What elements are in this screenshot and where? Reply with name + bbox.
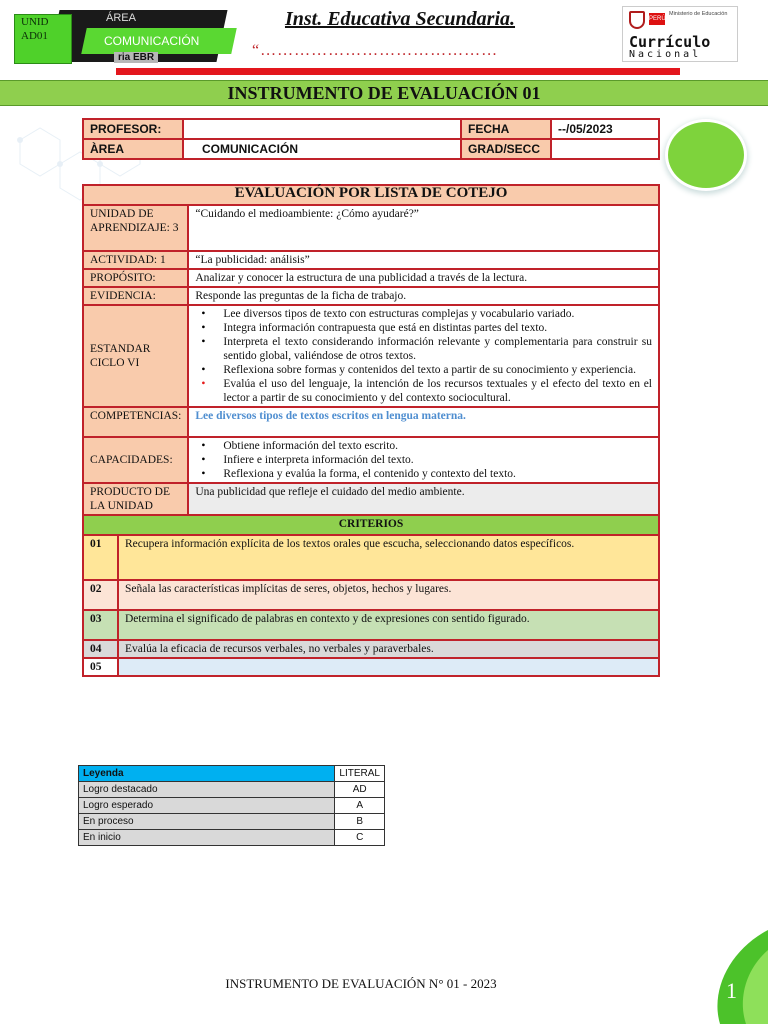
table-row (79, 814, 385, 830)
grad-value[interactable] (551, 139, 659, 159)
tag-level: ria EBR (114, 52, 158, 63)
competencias-value: Lee diversos tipos de textos escritos en lengua materna. (188, 407, 659, 437)
estandar-list (195, 307, 652, 405)
footer-text: INSTRUMENTO DE EVALUACIÓN N° 01 - 2023 (225, 976, 497, 991)
producto-label: PRODUCTO DE LA UNIDAD (83, 483, 188, 515)
legend-label: En inicio (79, 830, 335, 846)
criterio-row (84, 536, 658, 580)
brand-line-2: Nacional (629, 49, 702, 60)
criterio-num: 04 (84, 640, 118, 658)
unit-line-2: AD01 (21, 30, 48, 42)
table-row (79, 798, 385, 814)
criterios-table (84, 536, 658, 675)
criterio-text: Recupera información explícita de los textos orales que escucha, seleccionando datos específicos. (118, 536, 658, 580)
criterios-cell (83, 535, 659, 676)
capacidades-label: CAPACIDADES: (83, 437, 188, 483)
checklist-heading: EVALUACIÓN POR LISTA DE COTEJO (83, 185, 659, 205)
legend-table (78, 765, 385, 846)
evidencia-value: Responde las preguntas de la ficha de trabajo. (188, 287, 659, 305)
unit-tag (14, 6, 220, 62)
institution-title: Inst. Educativa Secundaria. (284, 8, 516, 30)
legend-label: En proceso (79, 814, 335, 830)
legend-header-value: LITERAL (335, 766, 385, 782)
proposito-label: PROPÓSITO: (83, 269, 188, 287)
legend-value: C (335, 830, 385, 846)
legend-value: A (335, 798, 385, 814)
table-row (79, 782, 385, 798)
criterio-row (84, 580, 658, 610)
capacidades-list (195, 439, 652, 481)
list-item: • Obtiene información del texto escrito. (223, 439, 652, 453)
criterio-num: 02 (84, 580, 118, 610)
list-item: • Reflexiona y evalúa la forma, el contenido y contexto del texto. (223, 467, 652, 481)
legend-label: Logro esperado (79, 798, 335, 814)
green-circle-decoration (668, 122, 744, 188)
unit-badge (14, 14, 72, 64)
list-item: • Reflexiona sobre formas y contenidos del texto a partir de su conocimiento y experiencia. (223, 363, 652, 377)
unidad-label: UNIDAD DE APRENDIZAJE: 3 (83, 205, 188, 251)
criterio-num: 03 (84, 610, 118, 640)
corner-swoosh-decoration (690, 930, 768, 1024)
list-item: • Interpreta el texto considerando información relevante y complementaria para construir su sentido global, valiéndose de otros textos. (223, 335, 652, 363)
list-item: • Evalúa el uso del lenguaje, la intención de los recursos textuales y el efecto del texto en el lector a partir de su conocimiento y del contexto sociocultural. (223, 377, 652, 405)
criterio-text[interactable] (118, 658, 658, 675)
page-title: INSTRUMENTO DE EVALUACIÓN 01 (227, 83, 541, 103)
profesor-label: PROFESOR: (83, 119, 183, 139)
actividad-value: “La publicidad: análisis” (188, 251, 659, 269)
unit-line-1: UNID (21, 16, 49, 28)
legend-value: B (335, 814, 385, 830)
page-number: 1 (726, 978, 737, 1003)
criterio-num: 01 (84, 536, 118, 580)
competencias-label: COMPETENCIAS: (83, 407, 188, 437)
table-row (79, 830, 385, 846)
info-table (82, 118, 660, 160)
proposito-value: Analizar y conocer la estructura de una publicidad a través de la lectura. (188, 269, 659, 287)
criterio-row (84, 610, 658, 640)
ministry-text: Ministerio de Educación (669, 11, 728, 17)
criterios-heading: CRITERIOS (83, 515, 659, 535)
shield-icon (629, 11, 645, 29)
capacidades-cell (188, 437, 659, 483)
producto-value: Una publicidad que refleje el cuidado del medio ambiente. (188, 483, 659, 515)
tag-subject: COMUNICACIÓN (104, 34, 200, 48)
unidad-value: “Cuidando el medioambiente: ¿Cómo ayudaré?” (188, 205, 659, 251)
criterio-text: Determina el significado de palabras en contexto y de expresiones con sentido figurado. (118, 610, 658, 640)
curriculo-logo (622, 6, 738, 62)
area-label: ÀREA (83, 139, 183, 159)
estandar-label: ESTANDAR CICLO VI (83, 305, 188, 407)
red-divider (116, 68, 680, 75)
actividad-label: ACTIVIDAD: 1 (83, 251, 188, 269)
criterio-text: Señala las características implícitas de seres, objetos, hechos y lugares. (118, 580, 658, 610)
evidencia-label: EVIDENCIA: (83, 287, 188, 305)
criterio-row (84, 658, 658, 675)
grad-label: GRAD/SECC (461, 139, 551, 159)
quote-line: “…………………………………… (252, 42, 499, 59)
list-item: • Infiere e interpreta información del texto. (223, 453, 652, 467)
legend-header-label: Leyenda (79, 766, 335, 782)
criterio-num: 05 (84, 658, 118, 675)
area-value[interactable]: COMUNICACIÓN (183, 139, 461, 159)
list-item: • Integra información contrapuesta que está en distintas partes del texto. (223, 321, 652, 335)
peru-flag: PERÚ (649, 13, 665, 25)
checklist-table (82, 184, 660, 677)
legend-label: Logro destacado (79, 782, 335, 798)
criterio-text: Evalúa la eficacia de recursos verbales, no verbales y paraverbales. (118, 640, 658, 658)
list-item: • Lee diversos tipos de texto con estructuras complejas y vocabulario variado. (223, 307, 652, 321)
legend-value: AD (335, 782, 385, 798)
brand-line-1: Currículo (629, 33, 711, 51)
estandar-cell (188, 305, 659, 407)
fecha-value[interactable]: --/05/2023 (551, 119, 659, 139)
tag-area-text: ÁREA (106, 12, 136, 24)
fecha-label: FECHA (461, 119, 551, 139)
profesor-value[interactable] (183, 119, 461, 139)
criterio-row (84, 640, 658, 658)
title-band (0, 80, 768, 106)
